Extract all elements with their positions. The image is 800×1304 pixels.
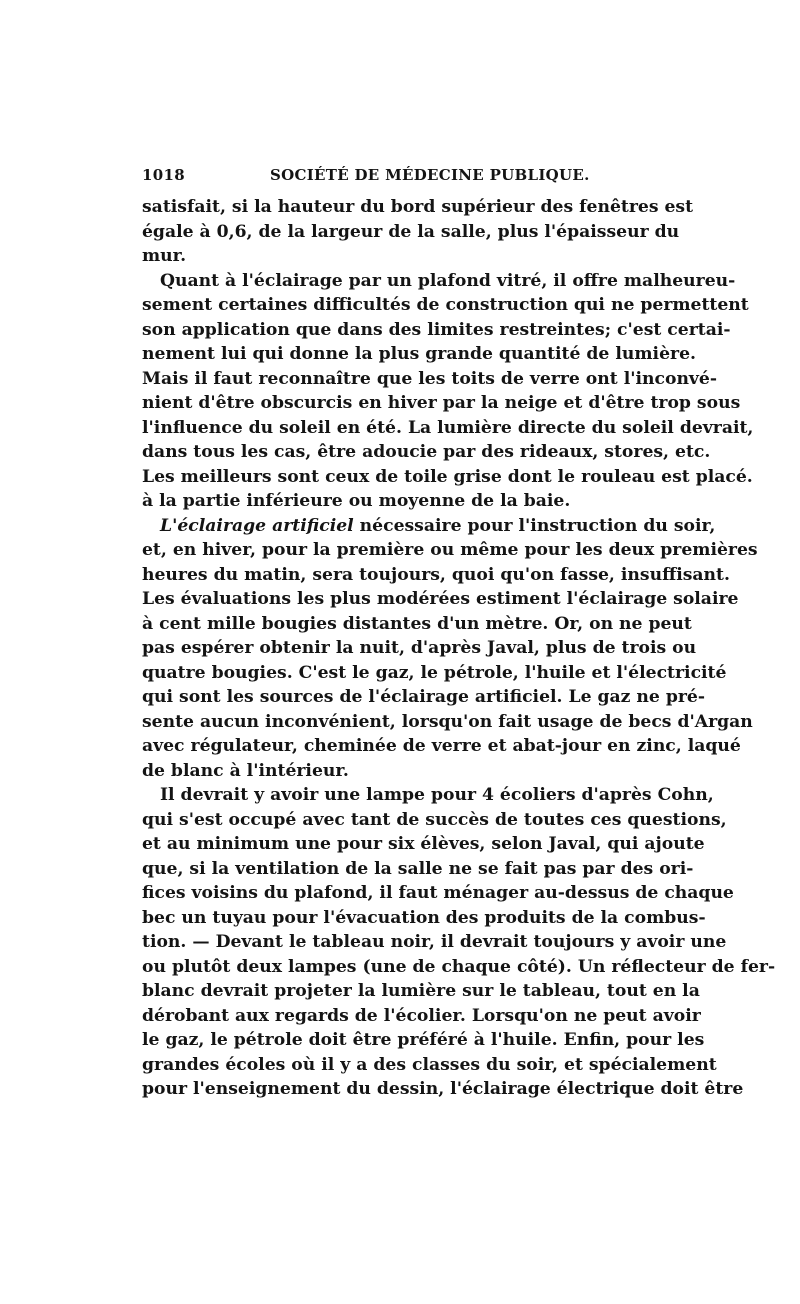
text-line: qui s'est occupé avec tant de succès de toutes ces questions, [142,809,727,830]
text-line: que, si la ventilation de la salle ne se fait pas par des ori- [142,858,694,879]
text-line: mur. [142,246,187,266]
text-line: avec régulateur, cheminée de verre et abat-jour en zinc, laqué [142,736,741,756]
running-head [142,166,674,190]
running-title: SOCIÉTÉ DE MÉDECINE PUBLIQUE. [270,166,590,184]
text-line: qui sont les sources de l'éclairage artificiel. Le gaz ne pré- [142,687,705,707]
text-line: pour l'enseignement du dessin, l'éclairage électrique doit être [142,1079,744,1099]
text-line: quatre bougies. C'est le gaz, le pétrole, l'huile et l'électricité [142,662,727,683]
text-line: Les meilleurs sont ceux de toile grise dont le rouleau est placé. [142,466,753,487]
text-line: nement lui qui donne la plus grande quantité de lumière. [142,344,696,364]
text-line: tion. — Devant le tableau noir, il devrait toujours y avoir une [142,932,727,952]
body-text [142,195,776,1102]
text-line: son application que dans des limites restreintes; c'est certai- [142,319,731,340]
text-line: heures du matin, sera toujours, quoi qu'on fasse, insuffisant. [142,564,730,585]
page-number: 1018 [142,166,185,184]
text-line: Les évaluations les plus modérées estiment l'éclairage solaire [142,589,739,609]
italic-term: L'éclairage artificiel [160,515,354,536]
text-line: grandes écoles où il y a des classes du soir, et spécialement [142,1054,717,1075]
text-line: blanc devrait projeter la lumière sur le tableau, tout en la [142,981,700,1001]
text-line: le gaz, le pétrole doit être préféré à l'huile. Enfin, pour les [142,1030,705,1050]
text-line: à cent mille bougies distantes d'un mètre. Or, on ne peut [142,613,692,634]
text-line: Quant à l'éclairage par un plafond vitré, il offre malheureu- [160,270,736,291]
text-line: Il devrait y avoir une lampe pour 4 écoliers d'après Cohn, [160,785,714,805]
text-line: dérobant aux regards de l'écolier. Lorsqu'on ne peut avoir [142,1005,701,1026]
text-line-rest: nécessaire pour l'instruction du soir, [359,515,716,536]
text-line: Mais il faut reconnaître que les toits de verre ont l'inconvé- [142,368,717,389]
text-line: satisfait, si la hauteur du bord supérieur des fenêtres est [142,197,694,217]
text-line: sente aucun inconvénient, lorsqu'on fait usage de becs d'Argan [142,711,753,732]
text-line: l'influence du soleil en été. La lumière directe du soleil devrait, [142,417,754,438]
text-line: bec un tuyau pour l'évacuation des produits de la combus- [142,907,706,928]
text-line: et, en hiver, pour la première ou même pour les deux premières [142,540,758,560]
text-line: nient d'être obscurcis en hiver par la neige et d'être trop sous [142,393,741,413]
text-line: égale à 0,6, de la largeur de la salle, plus l'épaisseur du [142,221,680,242]
text-line: et au minimum une pour six élèves, selon Javal, qui ajoute [142,834,705,854]
text-line: pas espérer obtenir la nuit, d'après Javal, plus de trois ou [142,638,697,658]
text-line: à la partie inférieure ou moyenne de la baie. [142,491,571,511]
text-line: dans tous les cas, être adoucie par des rideaux, stores, etc. [142,442,711,462]
text-line: fices voisins du plafond, il faut ménager au-dessus de chaque [142,883,734,903]
text-line: ou plutôt deux lampes (une de chaque côté). Un réflecteur de fer- [142,956,776,977]
text-line: sement certaines difficultés de construction qui ne permettent [142,295,749,315]
text-line: de blanc à l'intérieur. [142,760,349,781]
text-line [142,514,716,539]
